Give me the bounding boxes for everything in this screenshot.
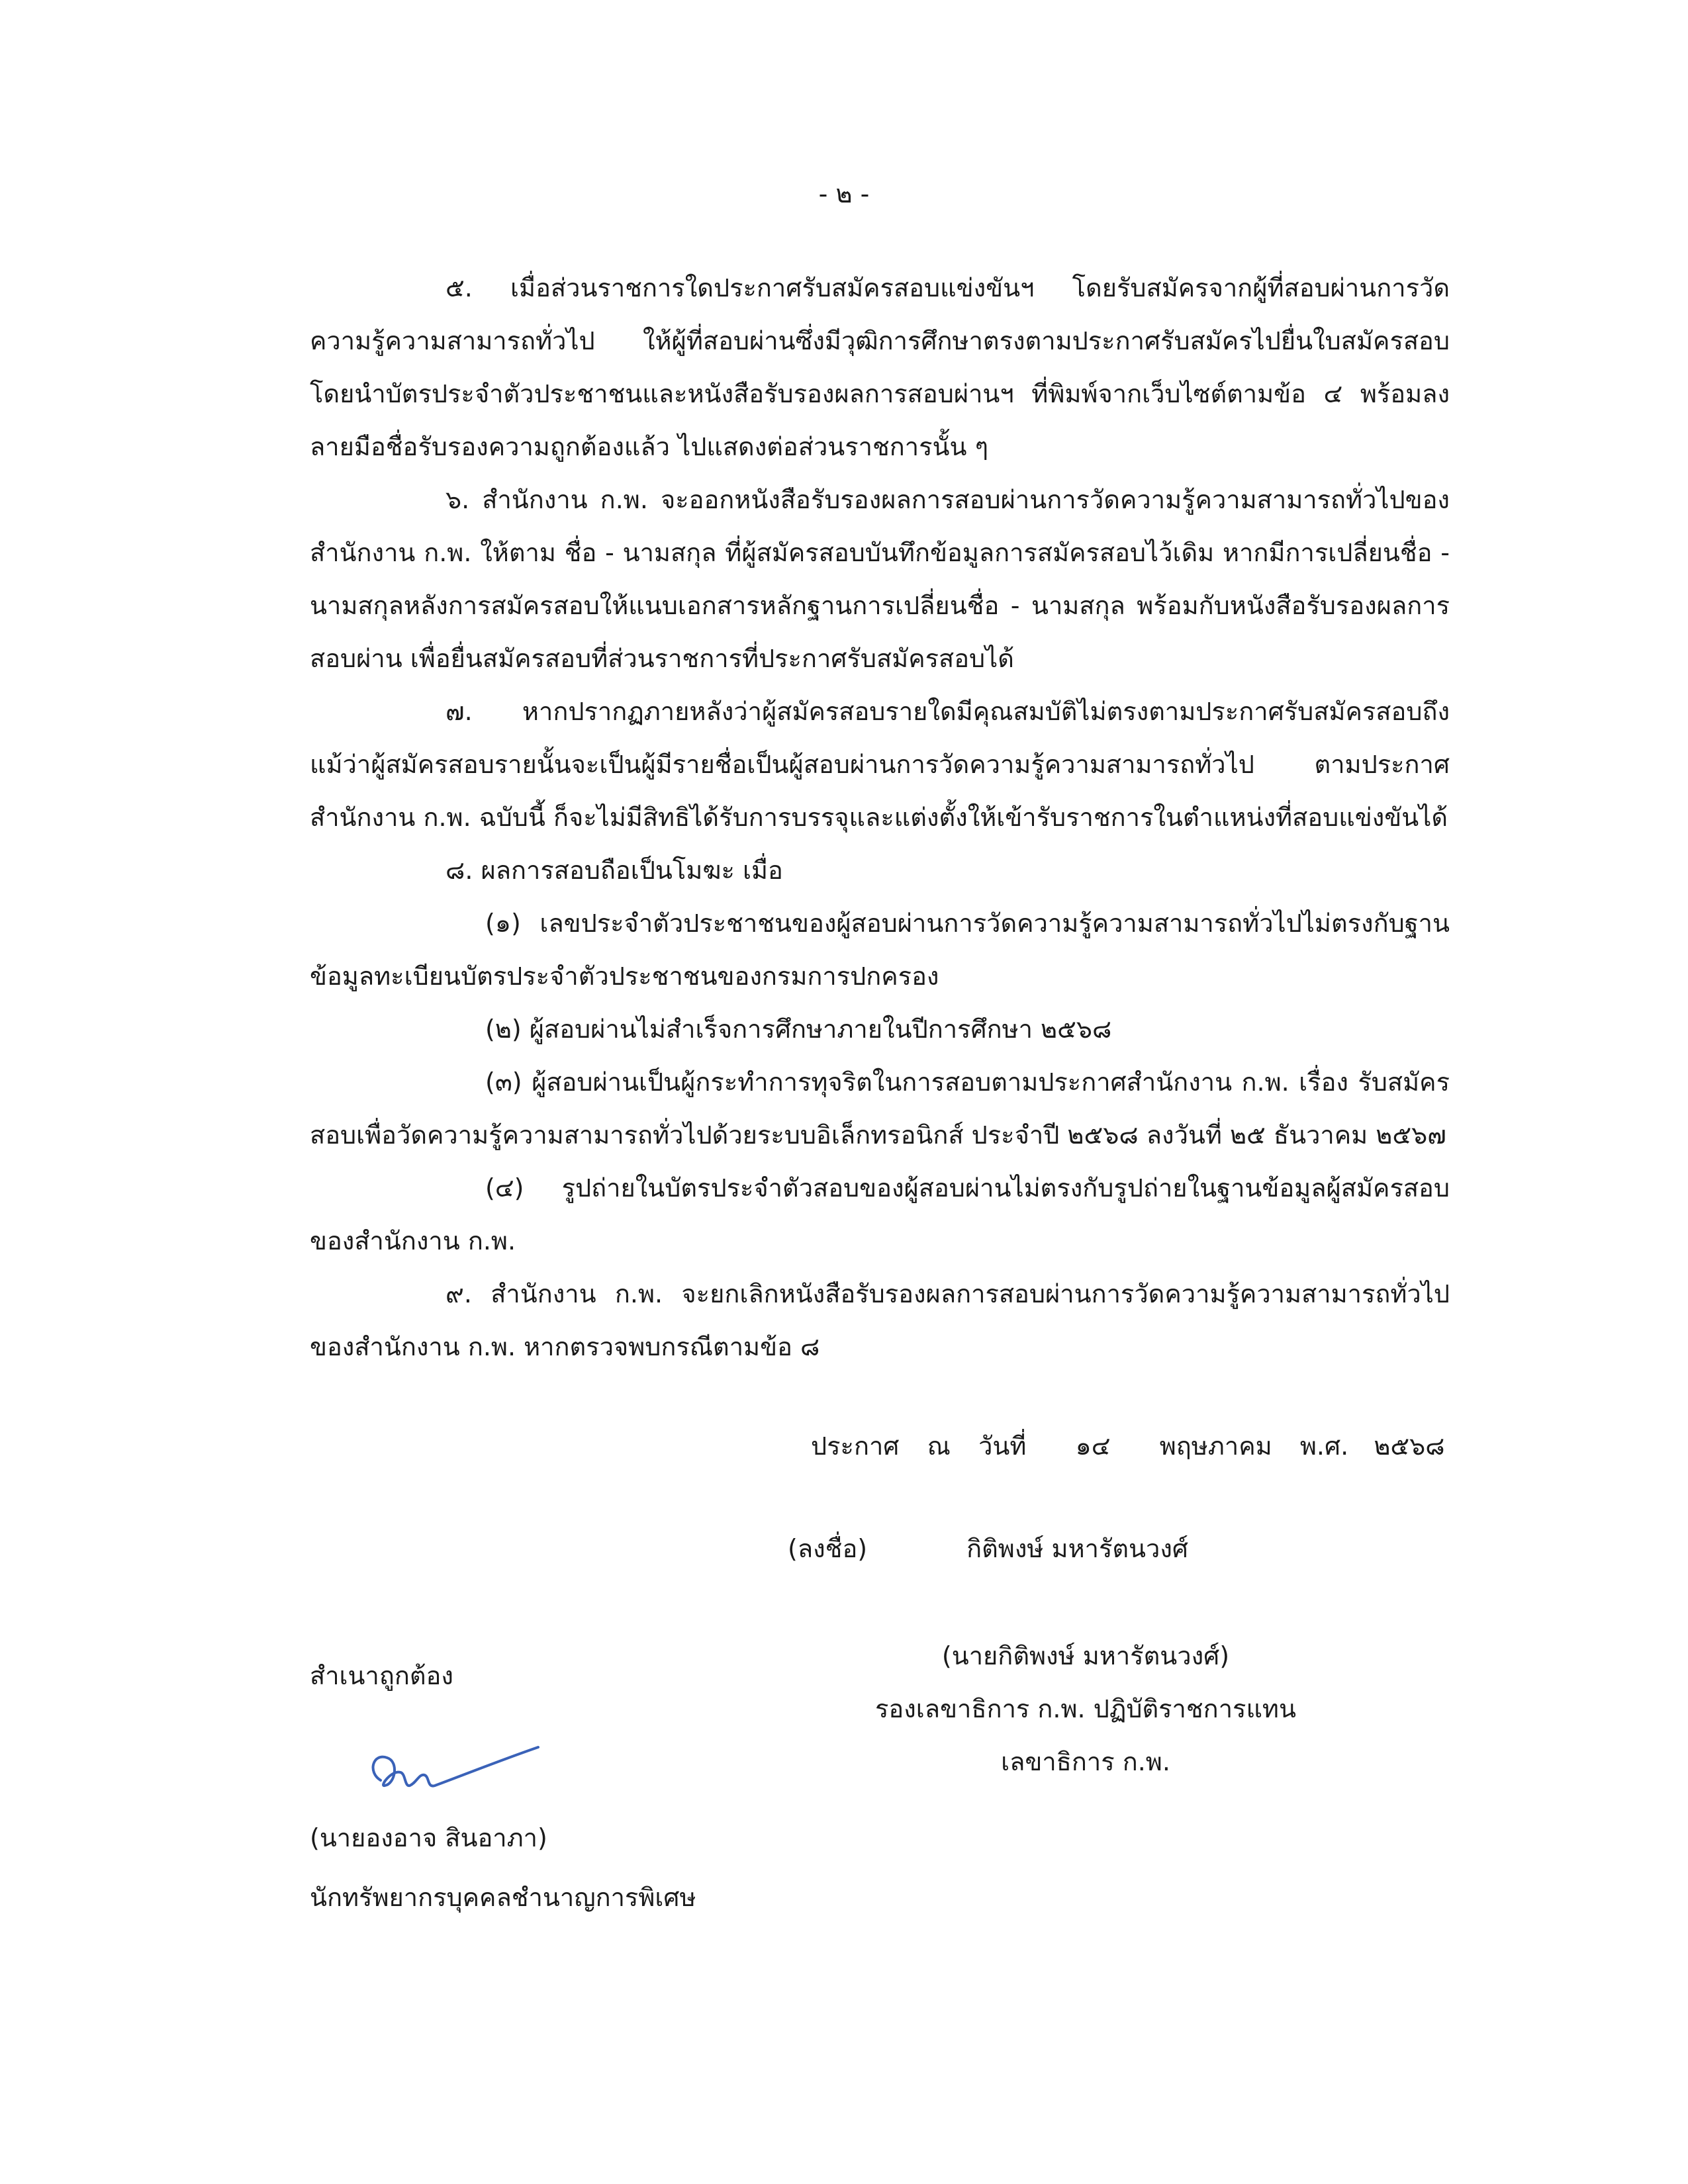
certified-copy-label: สำเนาถูกต้อง [310,1661,453,1690]
handwritten-signature [361,1733,546,1805]
officer-block [821,1629,1350,1788]
announce-month: พฤษภาคม [1159,1432,1272,1461]
paragraph-7: ๗. หากปรากฏภายหลังว่าผู้สมัครสอบรายใดมีคุณสมบัติไม่ตรงตามประกาศรับสมัครสอบถึงแม้ว่าผู้สมัครสอบรายนั้นจะเป็นผู้มีรายชื่อเป็นผู้สอบผ่านการวัดความรู้ความสามารถทั่วไป ตามประกาศสำนักงาน ก.พ. ฉบับนี้ ก็จะไม่มีสิทธิได้รับการบรรจุและแต่งตั้งให้เข้ารับราชการในตำแหน่งที่สอบแข่งขันได้ [310,697,1450,832]
copyist-block [310,1808,696,1927]
copyist-name: (นายองอาจ สินอาภา) [310,1823,547,1852]
officer-title: เลขาธิการ ก.พ. [1001,1747,1170,1776]
announce-era: พ.ศ. [1299,1432,1349,1461]
announce-prefix: ประกาศ [811,1432,900,1461]
sub-item-2: (๒) ผู้สอบผ่านไม่สำเร็จการศึกษาภายในปีการศึกษา ๒๕๖๘ [485,1015,1112,1044]
copyist-position: นักทรัพยากรบุคคลชำนาญการพิเศษ [310,1883,696,1912]
paragraph-5: ๕. เมื่อส่วนราชการใดประกาศรับสมัครสอบแข่งขันฯ โดยรับสมัครจากผู้ที่สอบผ่านการวัดความรู้ความสามารถทั่วไป ให้ผู้ที่สอบผ่านซึ่งมีวุฒิการศึกษาตรงตามประกาศรับสมัครไปยื่นใบสมัครสอบ โดยนำบัตรประจำตัวประชาชนและหนังสือรับรองผลการสอบผ่านฯ ที่พิมพ์จากเว็บไซต์ตามข้อ ๔ พร้อมลงลายมือชื่อรับรองความถูกต้องแล้ว ไปแสดงต่อส่วนราชการนั้น ๆ [310,273,1450,461]
signature-line [788,1522,1188,1575]
announce-day: ๑๔ [1075,1432,1111,1461]
paragraph-8: ๘. ผลการสอบถือเป็นโมฆะ เมื่อ [445,856,783,885]
signed-label: (ลงชื่อ) [788,1534,868,1563]
announce-day-label: วันที่ [978,1432,1027,1461]
officer-position: รองเลขาธิการ ก.พ. ปฏิบัติราชการแทน [875,1694,1296,1723]
document-body [310,261,1450,1373]
sub-item-3: (๓) ผู้สอบผ่านเป็นผู้กระทำการทุจริตในการสอบตามประกาศสำนักงาน ก.พ. เรื่อง รับสมัครสอบเพื่อวัดความรู้ความสามารถทั่วไปด้วยระบบอิเล็กทรอนิกส์ ประจำปี ๒๕๖๘ ลงวันที่ ๒๕ ธันวาคม ๒๕๖๗ [310,1068,1450,1150]
page-number: - ๒ - [818,179,870,208]
announcement-date [811,1420,1445,1473]
announce-at: ณ [927,1432,951,1461]
sub-item-1: (๑) เลขประจำตัวประชาชนของผู้สอบผ่านการวัดความรู้ความสามารถทั่วไปไม่ตรงกับฐานข้อมูลทะเบียนบัตรประจำตัวประชาชนของกรมการปกครอง [310,909,1450,991]
signed-name: กิติพงษ์ มหารัตนวงศ์ [966,1534,1189,1563]
paragraph-9: ๙. สำนักงาน ก.พ. จะยกเลิกหนังสือรับรองผลการสอบผ่านการวัดความรู้ความสามารถทั่วไปของสำนักงาน ก.พ. หากตรวจพบกรณีตามข้อ ๘ [310,1279,1450,1361]
officer-full-name: (นายกิติพงษ์ มหารัตนวงศ์) [941,1641,1230,1670]
announce-year: ๒๕๖๘ [1374,1432,1445,1461]
sub-item-4: (๔) รูปถ่ายในบัตรประจำตัวสอบของผู้สอบผ่านไม่ตรงกับรูปถ่ายในฐานข้อมูลผู้สมัครสอบของสำนักงาน ก.พ. [310,1173,1450,1255]
paragraph-6: ๖. สำนักงาน ก.พ. จะออกหนังสือรับรองผลการสอบผ่านการวัดความรู้ความสามารถทั่วไปของสำนักงาน ก.พ. ให้ตาม ชื่อ - นามสกุล ที่ผู้สมัครสอบบันทึกข้อมูลการสมัครสอบไว้เดิม หากมีการเปลี่ยนชื่อ - นามสกุลหลังการสมัครสอบให้แนบเอกสารหลักฐานการเปลี่ยนชื่อ - นามสกุล พร้อมกับหนังสือรับรองผลการสอบผ่าน เพื่อยื่นสมัครสอบที่ส่วนราชการที่ประกาศรับสมัครสอบได้ [310,485,1450,673]
